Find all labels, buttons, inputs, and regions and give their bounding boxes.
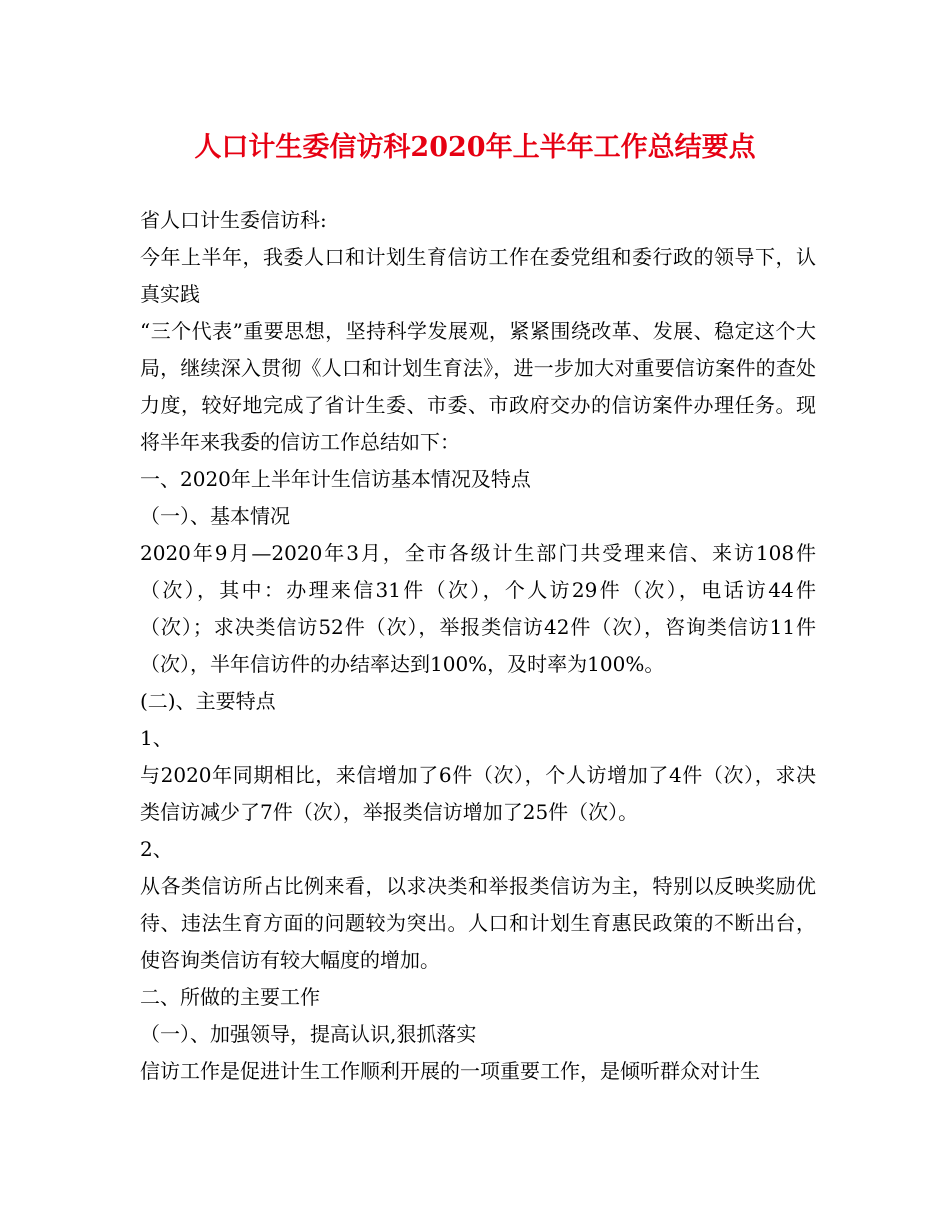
section-heading-1: 一、2020年上半年计生信访基本情况及特点 — [140, 467, 531, 491]
section-heading-2: 二、所做的主要工作 — [140, 985, 320, 1009]
document-title: 人口计生委信访科2020年上半年工作总结要点 — [194, 132, 756, 163]
feature-paragraph-1: 与2020年同期相比，来信增加了6件（次），个人访增加了4件（次），求决类信访减少了7件（次），举报类信访增加了25件（次）。 — [140, 763, 816, 824]
basic-situation-paragraph: 2020年9月—2020年3月，全市各级计生部门共受理来信、来访108件（次），其中：办理来信31件（次），个人访29件（次），电话访44件（次）；求决类信访52件（次），举报类信访42件（次），咨询类信访11件（次），半年信访件的办结率达到100%，及时率为100%。 — [140, 541, 816, 676]
work-paragraph-1: 信访工作是促进计生工作顺利开展的一项重要工作，是倾听群众对计生 — [140, 1059, 760, 1083]
salutation: 省人口计生委信访科: — [140, 208, 327, 232]
feature-number-1: 1、 — [140, 726, 173, 750]
intro-paragraph-2: “三个代表”重要思想，坚持科学发展观，紧紧围绕改革、发展、稳定这个大局，继续深入贯彻《人口和计划生育法》，进一步加大对重要信访案件的查处力度，较好地完成了省计生委、市委、市政府交办的信访案件办理任务。现将半年来我委的信访工作总结如下： — [140, 319, 816, 454]
intro-paragraph-1: 今年上半年，我委人口和计划生育信访工作在委党组和委行政的领导下，认真实践 — [140, 245, 816, 306]
feature-number-2: 2、 — [140, 837, 173, 861]
subsection-heading-2-1: （一）、加强领导，提高认识,狠抓落实 — [140, 1022, 477, 1046]
document-body — [140, 202, 816, 1090]
subsection-heading-1-2: (二)、主要特点 — [140, 689, 276, 713]
feature-paragraph-2: 从各类信访所占比例来看，以求决类和举报类信访为主，特别以反映奖励优待、违法生育方面的问题较为突出。人口和计划生育惠民政策的不断出台，使咨询类信访有较大幅度的增加。 — [140, 874, 816, 972]
subsection-heading-1-1: （一）、基本情况 — [140, 504, 290, 528]
